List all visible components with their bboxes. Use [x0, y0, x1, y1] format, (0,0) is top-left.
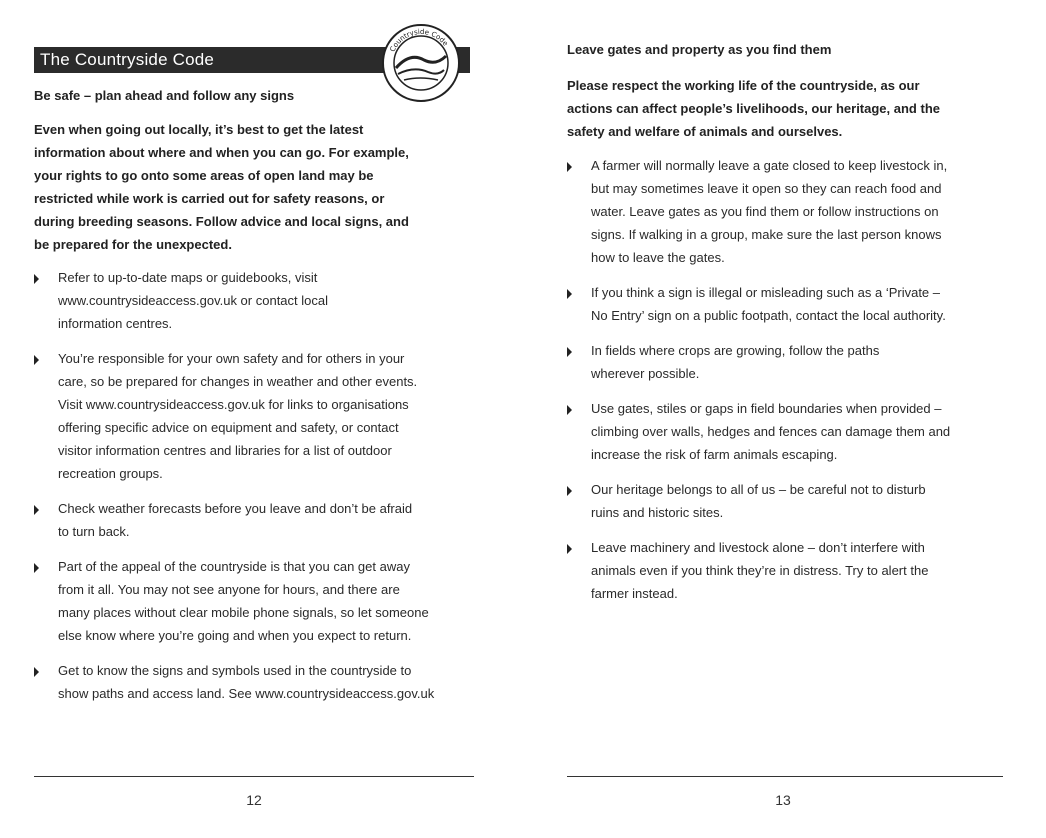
countryside-code-logo: [380, 22, 462, 104]
bullet-line: No Entry’ sign on a public footpath, contact the local authority.: [591, 308, 946, 323]
lead-line: actions can affect people’s livelihoods, our heritage, and the: [567, 101, 940, 116]
bullet-line: ruins and historic sites.: [591, 505, 724, 520]
page-number: 13: [775, 792, 791, 808]
bullet-line: Our heritage belongs to all of us – be careful not to disturb: [591, 482, 926, 497]
bullet-line: Get to know the signs and symbols used in the countryside to: [58, 663, 412, 678]
bullet-item: [567, 478, 1017, 524]
bullet-line: care, so be prepared for changes in weather and other events.: [58, 374, 418, 389]
footer-divider: [567, 776, 1003, 777]
bullet-item: [34, 555, 484, 647]
lead-paragraph: [567, 74, 1007, 143]
bullet-arrow-icon: [34, 274, 39, 284]
bullet-arrow-icon: [34, 563, 39, 573]
bullet-line: show paths and access land. See www.countrysideaccess.gov.uk: [58, 686, 435, 701]
lead-line: during breeding seasons. Follow advice and local signs, and: [34, 214, 409, 229]
bullet-line: Visit www.countrysideaccess.gov.uk for links to organisations: [58, 397, 409, 412]
right-page: [523, 0, 1046, 838]
bullet-line: If you think a sign is illegal or misleading such as a ‘Private –: [591, 285, 941, 300]
bullet-arrow-icon: [567, 544, 572, 554]
bullet-line: recreation groups.: [58, 466, 163, 481]
logo-text: Countryside Code: [388, 27, 450, 54]
bullet-line: You’re responsible for your own safety and for others in your: [58, 351, 405, 366]
bullet-arrow-icon: [567, 486, 572, 496]
lead-line: Even when going out locally, it’s best to get the latest: [34, 122, 364, 137]
bullet-item: [567, 536, 1017, 605]
bullet-line: A farmer will normally leave a gate closed to keep livestock in,: [591, 158, 948, 173]
bullet-line: to turn back.: [58, 524, 130, 539]
bullet-line: many places without clear mobile phone signals, so let someone: [58, 605, 429, 620]
section-subheading: Leave gates and property as you find them: [567, 42, 832, 57]
bullet-arrow-icon: [567, 405, 572, 415]
lead-line: be prepared for the unexpected.: [34, 237, 232, 252]
lead-line: restricted while work is carried out for safety reasons, or: [34, 191, 385, 206]
bullet-line: from it all. You may not see anyone for hours, and there are: [58, 582, 400, 597]
bullet-list: [34, 266, 484, 717]
bullet-list: [567, 154, 1017, 617]
bullet-line: animals even if you think they’re in distress. Try to alert the: [591, 563, 929, 578]
bullet-arrow-icon: [567, 162, 572, 172]
bullet-line: else know where you’re going and when you expect to return.: [58, 628, 412, 643]
footer-divider: [34, 776, 474, 777]
bullet-line: Use gates, stiles or gaps in field boundaries when provided –: [591, 401, 942, 416]
bullet-line: Leave machinery and livestock alone – don’t interfere with: [591, 540, 925, 555]
lead-line: Please respect the working life of the countryside, as our: [567, 78, 920, 93]
bullet-line: climbing over walls, hedges and fences can damage them and: [591, 424, 951, 439]
lead-line: safety and welfare of animals and ourselves.: [567, 124, 843, 139]
bullet-item: [567, 281, 1017, 327]
bullet-line: water. Leave gates as you find them or follow instructions on: [591, 204, 939, 219]
bullet-arrow-icon: [567, 289, 572, 299]
bullet-line: Part of the appeal of the countryside is that you can get away: [58, 559, 410, 574]
bullet-line: offering specific advice on equipment and safety, or contact: [58, 420, 399, 435]
bullet-line: how to leave the gates.: [591, 250, 725, 265]
bullet-line: but may sometimes leave it open so they can reach food and: [591, 181, 942, 196]
bullet-arrow-icon: [34, 667, 39, 677]
lead-paragraph: [34, 118, 474, 256]
lead-line: information about where and when you can go. For example,: [34, 145, 409, 160]
bullet-arrow-icon: [567, 347, 572, 357]
bullet-line: In fields where crops are growing, follow the paths: [591, 343, 880, 358]
bullet-line: increase the risk of farm animals escaping.: [591, 447, 838, 462]
bullet-item: [567, 154, 1017, 269]
bullet-arrow-icon: [34, 505, 39, 515]
page-number: 12: [246, 792, 262, 808]
bullet-line: signs. If walking in a group, make sure the last person knows: [591, 227, 942, 242]
section-subheading: Be safe – plan ahead and follow any signs: [34, 88, 295, 103]
bullet-line: information centres.: [58, 316, 173, 331]
bullet-line: Refer to up-to-date maps or guidebooks, visit: [58, 270, 318, 285]
bullet-item: [34, 497, 484, 543]
lead-line: your rights to go onto some areas of open land may be: [34, 168, 374, 183]
bullet-item: [567, 397, 1017, 466]
bullet-arrow-icon: [34, 355, 39, 365]
bullet-line: visitor information centres and libraries for a list of outdoor: [58, 443, 392, 458]
bullet-item: [34, 659, 484, 705]
bullet-line: farmer instead.: [591, 586, 678, 601]
bullet-item: [567, 339, 1017, 385]
bullet-line: Check weather forecasts before you leave and don’t be afraid: [58, 501, 413, 516]
bullet-line: wherever possible.: [591, 366, 700, 381]
bullet-line: www.countrysideaccess.gov.uk or contact local: [58, 293, 328, 308]
page-title: The Countryside Code: [34, 47, 470, 73]
bullet-item: [34, 266, 484, 335]
bullet-item: [34, 347, 484, 485]
